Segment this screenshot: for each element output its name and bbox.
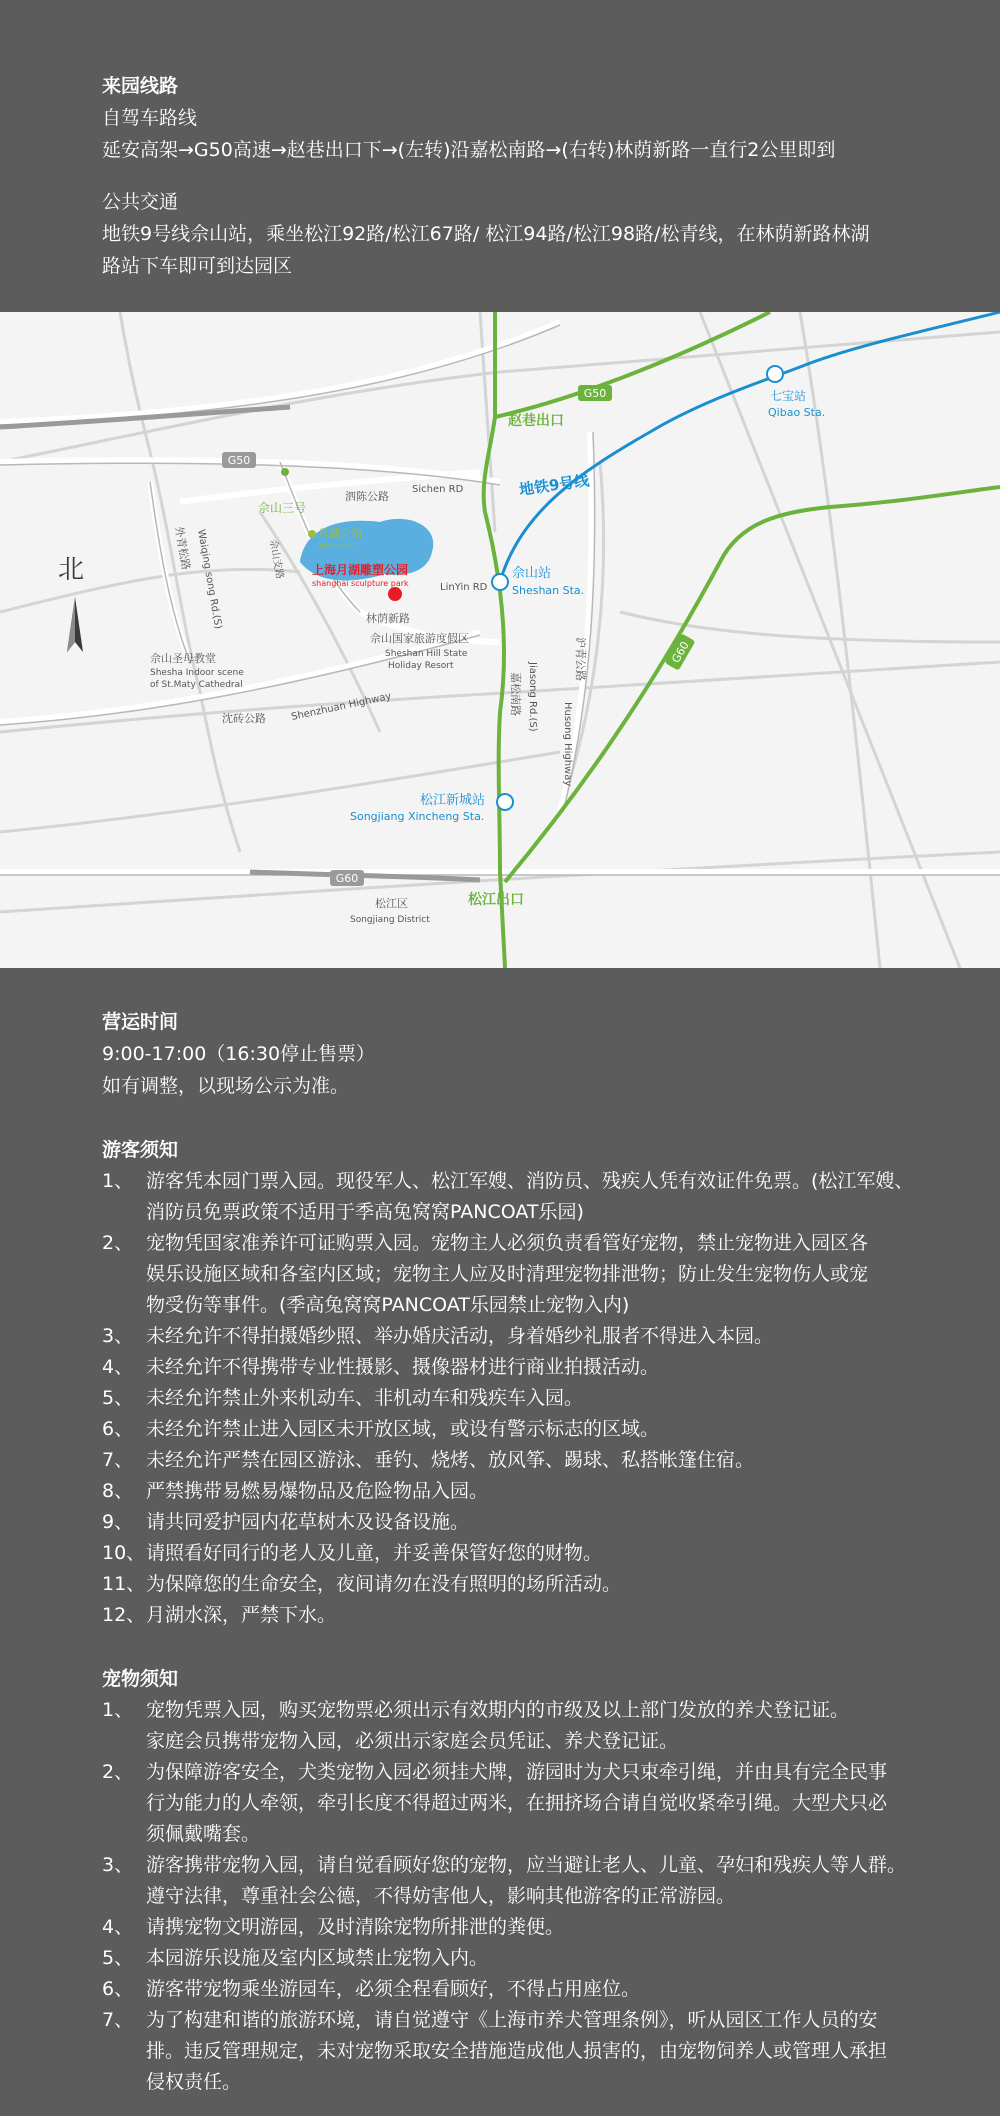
pet-rule-item-number: 3、	[102, 1854, 134, 1876]
pet-rule-item-number: 1、	[102, 1699, 134, 1721]
sheshan-branch-road: 佘山支路	[267, 538, 285, 580]
pet-rule-item	[102, 1974, 940, 2005]
visitor-rule-item-number: 10、	[102, 1542, 146, 1564]
pet-rule-item	[102, 1695, 940, 1757]
hours-heading: 营运时间	[102, 1011, 179, 1033]
transit-line-2: 路站下车即可到达园区	[102, 255, 293, 277]
sheshan-three-label: 佘山三号	[258, 501, 307, 515]
pet-rule-item-text: 游客携带宠物入园，请自觉看顾好您的宠物，应当避让老人、儿童、孕妇和残疾人等人群。	[146, 1854, 907, 1876]
linyin-road-cn: 林荫新路	[366, 612, 410, 625]
pet-rule-item-text: 为保障游客安全，犬类宠物入园必须挂犬牌，游园时为犬只束牵引绳，并由具有完全民事	[146, 1761, 888, 1783]
sichen-road-en: Sichen RD	[412, 484, 464, 495]
route-section	[0, 0, 1000, 312]
pet-rule-item-number: 4、	[102, 1916, 134, 1938]
location-map	[0, 312, 1000, 968]
visitor-rule-item-number: 2、	[102, 1232, 134, 1254]
drive-text: 延安高架→G50高速→赵巷出口下→(左转)沿嘉松南路→(右转)林荫新路一直行2公里即到	[102, 139, 836, 161]
pet-rule-item-text: 家庭会员携带宠物入园，必须出示家庭会员凭证、养犬登记证。	[146, 1730, 679, 1752]
visitor-rule-item-text: 宠物凭国家准养许可证购票入园。宠物主人必须负责看管好宠物，禁止宠物进入园区各	[146, 1232, 869, 1254]
pet-rule-item-number: 6、	[102, 1978, 134, 2000]
visitor-rule-item	[102, 1476, 940, 1507]
pet-rule-item-text: 行为能力的人牵领，牵引长度不得超过两米，在拥挤场合请自觉收紧牵引绳。大型犬只必	[146, 1792, 888, 1814]
visitor-rule-item-number: 12、	[102, 1604, 146, 1626]
sheshan-three-dot	[281, 468, 289, 476]
visitor-rule-item-text: 请照看好同行的老人及儿童，并妥善保管好您的财物。	[146, 1542, 603, 1564]
church-label: 佘山圣母教堂	[150, 652, 216, 665]
pet-rules-list	[102, 1695, 940, 2098]
yuehu-hall-en: Yuehu Hall	[318, 542, 355, 550]
pet-rule-item-text: 请携宠物文明游园，及时清除宠物所排泄的粪便。	[146, 1916, 565, 1938]
visitor-rule-item-text: 未经允许禁止进入园区未开放区域，或设有警示标志的区域。	[146, 1418, 660, 1440]
qibao-station-en: Qibao Sta.	[768, 406, 826, 419]
pet-heading: 宠物须知	[102, 1668, 179, 1690]
pet-rule-item	[102, 1943, 940, 1974]
visitor-rule-item	[102, 1600, 940, 1631]
pet-rule-item-text: 排。违反管理规定，未对宠物采取安全措施造成他人损害的，由宠物饲养人或管理人承担	[146, 2040, 888, 2062]
linyin-road-en: LinYin RD	[440, 582, 488, 593]
north-label: 北	[58, 555, 85, 585]
visitor-rule-item-text: 为保障您的生命安全，夜间请勿在没有照明的场所活动。	[146, 1573, 622, 1595]
visitor-rule-item-text: 严禁携带易燃易爆物品及危险物品入园。	[146, 1480, 489, 1502]
pet-rule-item	[102, 2005, 940, 2098]
visitor-rule-item-number: 3、	[102, 1325, 134, 1347]
sheshan-station-en: Sheshan Sta.	[512, 584, 585, 597]
visitor-rule-item	[102, 1383, 940, 1414]
sculpture-park-label: 上海月湖雕塑公园	[312, 563, 409, 577]
visitor-rule-item-text: 游客凭本园门票入园。现役军人、松江军嫂、消防员、残疾人凭有效证件免票。(松江军嫂、	[146, 1170, 914, 1192]
visitor-rule-item-number: 7、	[102, 1449, 134, 1471]
sculpture-park-en: shanghai sculpture park	[312, 579, 409, 588]
pet-rule-item-number: 5、	[102, 1947, 134, 1969]
zhaoxiang-exit-label: 赵巷出口	[508, 413, 564, 429]
pet-rule-item-text: 为了构建和谐的旅游环境，请自觉遵守《上海市养犬管理条例》，听从园区工作人员的安	[146, 2009, 878, 2031]
visitor-rule-item	[102, 1445, 940, 1476]
songjiang-exit-label: 松江出口	[468, 892, 524, 908]
visitor-rule-item-text: 未经允许不得拍摄婚纱照、举办婚庆活动，身着婚纱礼服者不得进入本园。	[146, 1325, 774, 1347]
yuehu-hall-dot	[308, 530, 316, 538]
visitor-rule-item-number: 1、	[102, 1170, 134, 1192]
visitor-rule-item	[102, 1569, 940, 1600]
waiqingsong-road-en: Waiqing song Rd.(S)	[195, 528, 224, 630]
drive-title: 自驾车路线	[102, 107, 198, 129]
route-heading: 来园线路	[102, 75, 179, 97]
sheshan-station-label: 佘山站	[512, 566, 552, 581]
map-svg	[0, 312, 1000, 968]
hours-time: 9:00-17:00（16:30停止售票）	[102, 1043, 376, 1065]
visitor-rule-item	[102, 1507, 940, 1538]
jiasong-road-cn: 嘉松南路	[509, 672, 522, 716]
transit-title: 公共交通	[102, 191, 179, 213]
sichen-road-cn: 泗陈公路	[345, 490, 389, 503]
g50-west	[0, 407, 290, 427]
visitor-rules-list	[102, 1166, 940, 1631]
g60-green	[505, 487, 1000, 882]
pet-rule-item	[102, 1850, 940, 1912]
g60-shield-right: G60	[669, 639, 692, 666]
huqing-road-cn: 沪青公路	[574, 637, 587, 681]
visitor-rule-item-text: 未经允许严禁在园区游泳、垂钓、烧烤、放风筝、踢球、私搭帐篷住宿。	[146, 1449, 755, 1471]
g60-shield-bottom: G60	[335, 872, 359, 885]
shenzhuan-road-cn: 沈砖公路	[222, 712, 266, 725]
visitor-rule-item-number: 5、	[102, 1387, 134, 1409]
hours-note: 如有调整，以现场公示为准。	[102, 1075, 350, 1097]
park-location-marker	[388, 587, 402, 601]
pet-rule-item	[102, 1912, 940, 1943]
visitor-rule-item	[102, 1352, 940, 1383]
church-en-1: Shesha Indoor scene	[150, 668, 244, 678]
visitor-rule-item-number: 4、	[102, 1356, 134, 1378]
pet-rule-item-text: 宠物凭票入园，购买宠物票必须出示有效期内的市级及以上部门发放的养犬登记证。	[146, 1699, 850, 1721]
pet-rule-item-text: 遵守法律，尊重社会公德，不得妨害他人，影响其他游客的正常游园。	[146, 1885, 736, 1907]
yuehu-hall-label: 月湖会馆	[318, 527, 362, 540]
pet-rule-item-text: 本园游乐设施及室内区域禁止宠物入内。	[146, 1947, 489, 1969]
visitor-rule-item-number: 6、	[102, 1418, 134, 1440]
shenzhuan-road-en: Shenzhuan Highway	[290, 690, 393, 723]
visitor-heading: 游客须知	[102, 1139, 179, 1161]
huqing-road-en: Husong Highway	[562, 702, 573, 787]
visitor-rule-item-text: 未经允许不得携带专业性摄影、摄像器材进行商业拍摄活动。	[146, 1356, 660, 1378]
visitor-rule-item	[102, 1228, 940, 1321]
resort-en-1: Sheshan Hill State	[385, 649, 468, 659]
resort-label: 佘山国家旅游度假区	[370, 632, 469, 645]
visitor-rule-item-text: 物受伤等事件。(季高兔窝窝PANCOAT乐园禁止宠物入内)	[146, 1294, 630, 1316]
visitor-rule-item-number: 9、	[102, 1511, 134, 1533]
visitor-rule-item	[102, 1321, 940, 1352]
g50-shield-left: G50	[227, 454, 251, 467]
visitor-rule-item	[102, 1538, 940, 1569]
songjiang-district-en: Songjiang District	[350, 915, 430, 925]
pet-rule-item-number: 7、	[102, 2009, 134, 2031]
songjiang-district-label: 松江区	[375, 897, 408, 910]
transit-line-1: 地铁9号线佘山站，乘坐松江92路/松江67路/ 松江94路/松江98路/松青线，在林荫新路林湖	[102, 223, 870, 245]
visitor-rule-item-text: 请共同爱护园内花草树木及设备设施。	[146, 1511, 470, 1533]
resort-en-2: Holiday Resort	[388, 661, 454, 671]
visitor-rule-item	[102, 1414, 940, 1445]
g50-shield-top: G50	[583, 387, 607, 400]
visitor-rule-item-number: 8、	[102, 1480, 134, 1502]
pet-rule-item-number: 2、	[102, 1761, 134, 1783]
visitor-rule-item-number: 11、	[102, 1573, 146, 1595]
songjiang-xincheng-label: 松江新城站	[420, 793, 486, 808]
visitor-rule-item-text: 月湖水深，严禁下水。	[146, 1604, 337, 1626]
pet-rule-item	[102, 1757, 940, 1850]
church-en-2: of St.Maty Cathedral	[150, 680, 243, 690]
visitor-rule-item	[102, 1166, 940, 1228]
songjiang-xincheng-en: Songjiang Xincheng Sta.	[350, 810, 485, 823]
visitor-rule-item-text: 消防员免票政策不适用于季高兔窝窝PANCOAT乐园)	[146, 1201, 584, 1223]
pet-rule-item-text: 游客带宠物乘坐游园车，必须全程看顾好，不得占用座位。	[146, 1978, 641, 2000]
jiasong-road-en: Jiasong Rd.(S)	[527, 662, 538, 732]
visitor-rule-item-text: 未经允许禁止外来机动车、非机动车和残疾车入园。	[146, 1387, 584, 1409]
pet-rule-item-text: 须佩戴嘴套。	[146, 1823, 261, 1845]
pet-rule-item-text: 侵权责任。	[146, 2071, 242, 2093]
qibao-station-label: 七宝站	[770, 389, 807, 403]
visitor-rule-item-text: 娱乐设施区域和各室内区域；宠物主人应及时清理宠物排泄物；防止发生宠物伤人或宠	[146, 1263, 869, 1285]
metro-9-label: 地铁9号线	[518, 471, 591, 499]
info-section	[0, 968, 1000, 2098]
g50-green	[495, 312, 770, 417]
waiqingsong-road-cn: 外青松路	[172, 525, 193, 571]
north-arrow-icon	[67, 597, 83, 652]
